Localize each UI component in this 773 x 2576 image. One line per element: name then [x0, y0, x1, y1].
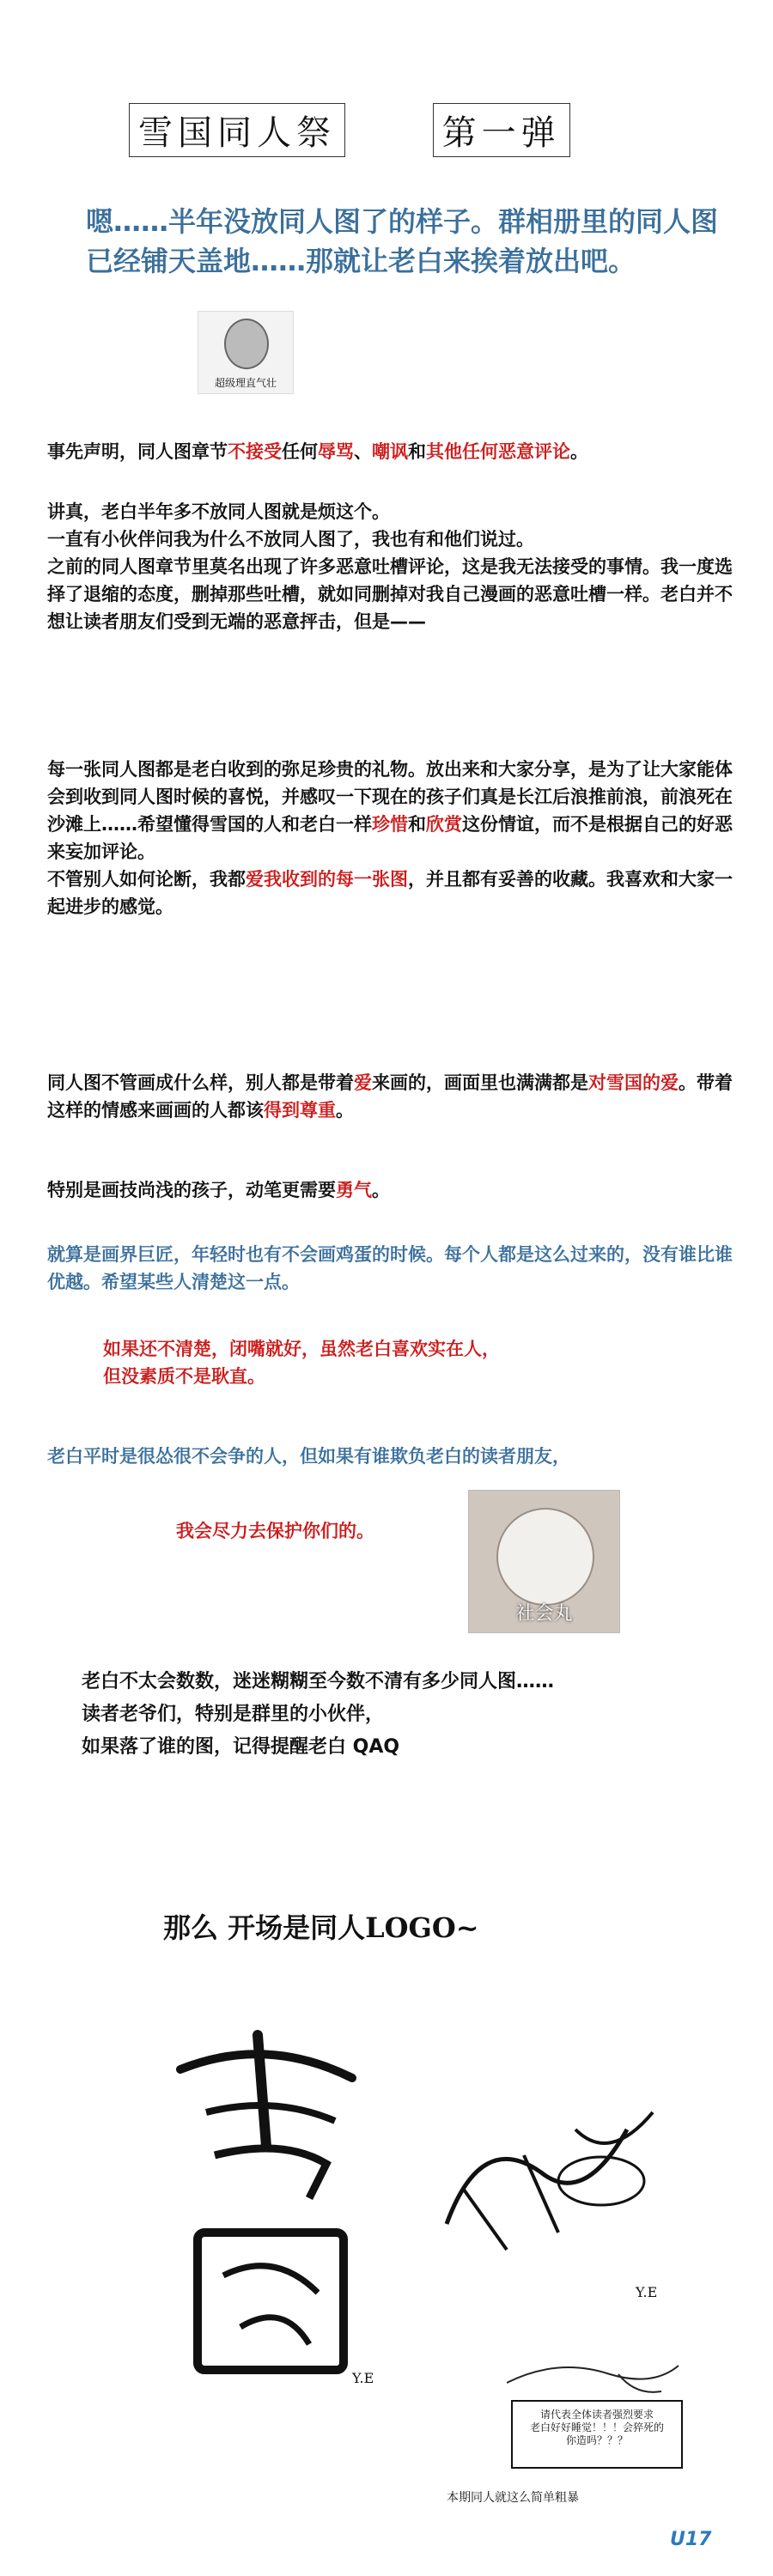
logo-calligraphy-2	[429, 2078, 670, 2267]
gift-text: ，并且都有妥善的收藏。我喜欢和大家一起进步的感觉。	[47, 869, 733, 917]
statement-text: 、	[354, 441, 372, 462]
page-title	[129, 103, 644, 157]
statement-red: 辱骂	[318, 441, 354, 462]
love-text: 。	[336, 1100, 354, 1121]
courage-red: 勇气	[336, 1180, 372, 1200]
statement-paragraph	[47, 438, 734, 465]
lead-paragraph: 嗯……半年没放同人图了的样子。群相册里的同人图已经铺天盖地……那就让老白来挨着放出吧。	[86, 205, 719, 277]
logo-signature-1: Y.E	[352, 2370, 374, 2386]
gift-red: 爱我收到的每一张图	[246, 869, 408, 890]
meme-image-2	[468, 1490, 620, 1633]
love-red: 爱	[354, 1072, 372, 1093]
statement-red: 不接受	[228, 441, 282, 462]
love-text: 。带着这样的情感来画画的人都该	[47, 1072, 733, 1121]
love-text: 同人图不管画成什么样，别人都是带着	[47, 1072, 354, 1093]
statement-text: 和	[408, 441, 426, 462]
note-box: 请代表全体读者强烈要求 老白好好睡觉！！！会猝死的 你造吗？？？	[511, 2400, 683, 2469]
love-red: 对雪国的爱	[588, 1072, 679, 1093]
meme-image-1	[198, 311, 294, 394]
love-text: 来画的，画面里也满满都是	[372, 1072, 588, 1093]
master-paragraph: 就算是画界巨匠，年轻时也有不会画鸡蛋的时候。每个人都是这么过来的，没有谁比谁优越。希望某些人清楚这一点。	[47, 1244, 733, 1292]
meme-caption-2: 社会丸	[515, 1603, 573, 1625]
meme-caption-1: 超级理直气壮	[214, 377, 277, 389]
courage-paragraph	[47, 1176, 734, 1204]
count-paragraph: 老白不太会数数，迷迷糊糊至今数不清有多少同人图…… 读者老爷们，特别是群里的小伙伴， 如果落了谁的图，记得提醒老白 QAQ	[82, 1671, 555, 1758]
gift-text: 这份情谊，而不是根据自己的好恶来妄加评论。	[47, 814, 733, 862]
statement-red: 嘲讽	[372, 441, 408, 462]
title-part1: 雪国同人祭	[129, 103, 345, 157]
love-red: 得到尊重	[264, 1100, 336, 1121]
gift-paragraph	[47, 756, 734, 920]
meme-face-icon	[224, 319, 269, 369]
gift-red: 珍惜	[372, 814, 408, 835]
courage-text: 特别是画技尚浅的孩子，动笔更需要	[47, 1180, 336, 1200]
cat-icon	[496, 1508, 594, 1606]
warning-paragraph: 如果还不清楚，闭嘴就好，虽然老白喜欢实在人， 但没素质不是耿直。	[103, 1339, 500, 1387]
protect-paragraph: 老白平时是很怂很不会争的人，但如果有谁欺负老白的读者朋友，	[47, 1446, 570, 1467]
gift-red: 欣赏	[426, 814, 462, 835]
logo-calligraphy-1	[163, 2018, 378, 2387]
title-part2: 第一弹	[433, 103, 570, 157]
statement-text: 任何	[282, 441, 318, 462]
protect-red-text: 我会尽力去保护你们的。	[176, 1521, 374, 1541]
statement-red: 其他任何恶意评论	[426, 441, 570, 462]
courage-text: 。	[372, 1180, 390, 1200]
gift-text: 不管别人如何论断，我都	[47, 869, 246, 890]
gift-text: 和	[408, 814, 426, 835]
hand-sketch	[507, 2331, 704, 2409]
statement-text: 事先声明，同人图章节	[47, 441, 228, 462]
logo-signature-2: Y.E	[636, 2284, 658, 2300]
credit-text: 本期同人就这么简单粗暴	[447, 2491, 579, 2505]
intro-paragraph: 讲真，老白半年多不放同人图就是烦这个。 一直有小伙伴问我为什么不放同人图了，我也有和他们说过。 之前的同人图章节里莫名出现了许多恶意吐槽评论，这是我无法接受的事情。我一度选择了退缩的态度，删掉那些吐槽，就如同删掉对我自己漫画的恶意吐槽一样。老白并不想让读者朋友们受到无端的恶意抨击，但是——	[47, 501, 733, 632]
statement-text: 。	[570, 441, 588, 462]
gift-text: 每一张同人图都是老白收到的弥足珍贵的礼物。放出来和大家分享，是为了让大家能体会到收到同人图时候的喜悦，并感叹一下现在的孩子们真是长江后浪推前浪，前浪死在沙滩上……希望懂得雪国的人和老白一样	[47, 759, 733, 835]
logo-heading: 那么 开场是同人LOGO~	[163, 1911, 479, 1944]
watermark-logo: U17	[670, 2529, 712, 2550]
love-paragraph	[47, 1069, 734, 1124]
